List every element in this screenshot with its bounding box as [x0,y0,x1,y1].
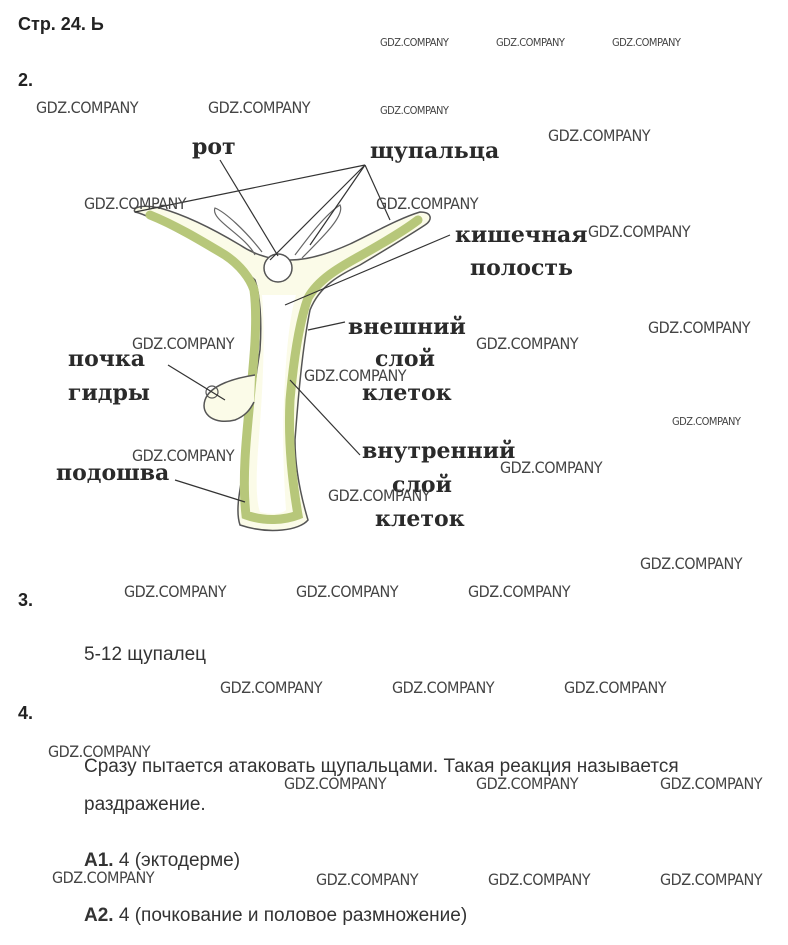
watermark: GDZ.COMPANY [500,458,603,477]
watermark: GDZ.COMPANY [48,742,151,761]
question-4-answer-line2: раздражение. [84,794,206,815]
question-4-number: 4. [18,703,34,723]
answer-a1-text: 4 (эктодерме) [113,850,241,871]
watermark: GDZ.COMPANY [564,678,667,697]
watermark: GDZ.COMPANY [496,36,565,49]
watermark: GDZ.COMPANY [488,870,591,889]
watermark: GDZ.COMPANY [208,98,311,117]
watermark: GDZ.COMPANY [132,334,235,353]
watermark: GDZ.COMPANY [672,415,741,428]
watermark: GDZ.COMPANY [392,678,495,697]
watermark: GDZ.COMPANY [316,870,419,889]
watermark: GDZ.COMPANY [476,774,579,793]
label-inner-line3: клеток [375,506,465,532]
watermark: GDZ.COMPANY [84,194,187,213]
watermark: GDZ.COMPANY [52,868,155,887]
label-outer-line3: клеток [362,380,452,406]
label-cavity-line2: полость [470,255,573,281]
hydra-mouth [264,254,292,282]
answer-a2-text: 4 (почкование и половое размножение) [113,905,468,926]
page-title: Стр. 24. Ь [18,14,104,34]
question-4-answer-line1: Сразу пытается атаковать щупальцами. Такая реакция называется [84,756,679,777]
watermark: GDZ.COMPANY [660,774,763,793]
watermark: GDZ.COMPANY [296,582,399,601]
watermark: GDZ.COMPANY [648,318,751,337]
question-2-number: 2. [18,70,34,90]
label-tentacles: щупальца [370,138,500,164]
label-bud-line2: гидры [68,380,150,406]
label-cavity-line1: кишечная [455,222,588,248]
answer-a1-label: A1. [84,850,114,871]
label-inner-line2: слой [392,472,452,498]
watermark: GDZ.COMPANY [328,486,431,505]
question-3-number: 3. [18,590,34,610]
watermark: GDZ.COMPANY [132,446,235,465]
label-outer-line1: внешний [348,314,466,340]
label-mouth: рот [192,134,236,160]
label-inner-line1: внутренний [362,438,516,464]
watermark: GDZ.COMPANY [380,36,449,49]
answer-a2 [84,897,467,935]
question-3-answer: 5-12 щупалец [84,644,207,665]
watermark: GDZ.COMPANY [304,366,407,385]
label-outer-line2: слой [375,346,435,372]
watermark: GDZ.COMPANY [612,36,681,49]
label-bud-line1: почка [68,346,146,372]
watermark: GDZ.COMPANY [380,104,449,117]
watermark: GDZ.COMPANY [640,554,743,573]
watermark: GDZ.COMPANY [548,126,651,145]
watermark: GDZ.COMPANY [124,582,227,601]
watermark: GDZ.COMPANY [468,582,571,601]
watermark: GDZ.COMPANY [476,334,579,353]
label-sole: подошва [56,460,170,486]
watermark: GDZ.COMPANY [36,98,139,117]
watermark: GDZ.COMPANY [220,678,323,697]
watermark: GDZ.COMPANY [284,774,387,793]
watermark: GDZ.COMPANY [588,222,691,241]
answer-a2-label: A2. [84,905,114,926]
watermark: GDZ.COMPANY [376,194,479,213]
watermark: GDZ.COMPANY [660,870,763,889]
